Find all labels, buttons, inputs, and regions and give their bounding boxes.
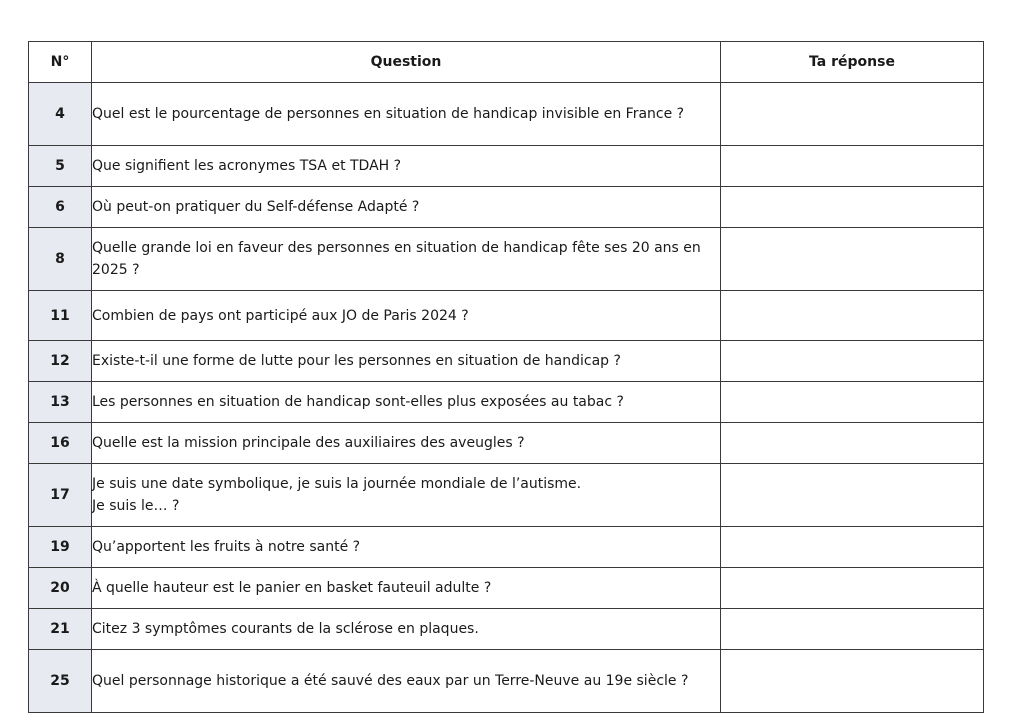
table-row xyxy=(29,146,984,187)
question-text: Existe-t-il une forme de lutte pour les personnes en situation de handicap ? xyxy=(92,341,721,382)
header-answer: Ta réponse xyxy=(721,42,984,83)
answer-cell[interactable] xyxy=(721,650,984,713)
question-text: Où peut-on pratiquer du Self-défense Adapté ? xyxy=(92,187,721,228)
answer-cell[interactable] xyxy=(721,464,984,527)
table-row xyxy=(29,609,984,650)
question-number: 12 xyxy=(29,341,92,382)
question-number: 21 xyxy=(29,609,92,650)
header-question: Question xyxy=(92,42,721,83)
question-text: Qu’apportent les fruits à notre santé ? xyxy=(92,527,721,568)
table-row xyxy=(29,464,984,527)
question-number: 8 xyxy=(29,228,92,291)
table-row xyxy=(29,527,984,568)
table-row xyxy=(29,291,984,341)
question-number: 11 xyxy=(29,291,92,341)
answer-cell[interactable] xyxy=(721,341,984,382)
answer-cell[interactable] xyxy=(721,382,984,423)
answer-cell[interactable] xyxy=(721,228,984,291)
table-row xyxy=(29,382,984,423)
question-text: Que signifient les acronymes TSA et TDAH ? xyxy=(92,146,721,187)
header-number: N° xyxy=(29,42,92,83)
question-number: 5 xyxy=(29,146,92,187)
quiz-table xyxy=(28,41,984,713)
question-number: 13 xyxy=(29,382,92,423)
table-row xyxy=(29,568,984,609)
question-text: Je suis une date symbolique, je suis la journée mondiale de l’autisme. Je suis le… ? xyxy=(92,464,721,527)
question-text: Citez 3 symptômes courants de la sclérose en plaques. xyxy=(92,609,721,650)
answer-cell[interactable] xyxy=(721,527,984,568)
question-number: 6 xyxy=(29,187,92,228)
answer-cell[interactable] xyxy=(721,568,984,609)
question-number: 4 xyxy=(29,83,92,146)
question-text: À quelle hauteur est le panier en basket fauteuil adulte ? xyxy=(92,568,721,609)
table-row xyxy=(29,341,984,382)
table-row xyxy=(29,228,984,291)
question-number: 16 xyxy=(29,423,92,464)
answer-cell[interactable] xyxy=(721,83,984,146)
question-text: Quel personnage historique a été sauvé des eaux par un Terre-Neuve au 19e siècle ? xyxy=(92,650,721,713)
answer-cell[interactable] xyxy=(721,146,984,187)
question-number: 25 xyxy=(29,650,92,713)
table-row xyxy=(29,83,984,146)
question-number: 17 xyxy=(29,464,92,527)
table-row xyxy=(29,187,984,228)
answer-cell[interactable] xyxy=(721,423,984,464)
question-number: 20 xyxy=(29,568,92,609)
table-header-row xyxy=(29,42,984,83)
answer-cell[interactable] xyxy=(721,609,984,650)
question-text: Quelle est la mission principale des auxiliaires des aveugles ? xyxy=(92,423,721,464)
table-row xyxy=(29,423,984,464)
question-text: Les personnes en situation de handicap sont-elles plus exposées au tabac ? xyxy=(92,382,721,423)
question-text: Combien de pays ont participé aux JO de Paris 2024 ? xyxy=(92,291,721,341)
question-text: Quel est le pourcentage de personnes en situation de handicap invisible en France ? xyxy=(92,83,721,146)
question-number: 19 xyxy=(29,527,92,568)
answer-cell[interactable] xyxy=(721,187,984,228)
table-row xyxy=(29,650,984,713)
question-text: Quelle grande loi en faveur des personnes en situation de handicap fête ses 20 ans en 2025 ? xyxy=(92,228,721,291)
answer-cell[interactable] xyxy=(721,291,984,341)
